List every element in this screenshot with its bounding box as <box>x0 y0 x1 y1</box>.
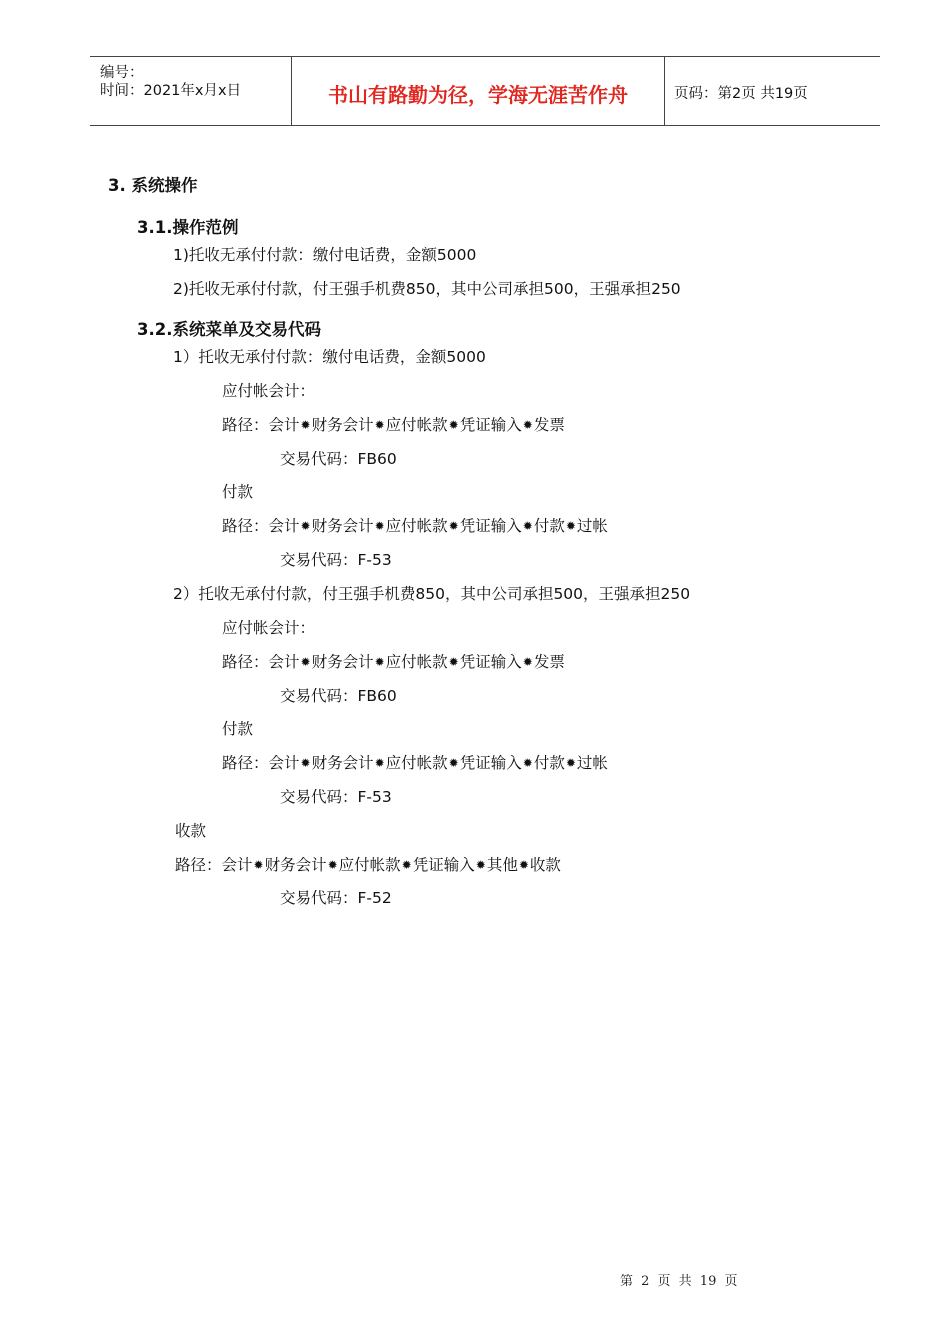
path-segment: 应付帐款 <box>338 856 401 874</box>
path-segment: 财务会计 <box>311 754 374 772</box>
section-heading: 3. 系统操作 <box>108 176 198 195</box>
ex1-title: 1）托收无承付付款：缴付电话费，金额5000 <box>173 348 486 366</box>
path-segment: 凭证输入 <box>412 856 475 874</box>
path-segment: 收款 <box>529 856 561 874</box>
burst-icon: ✹ <box>448 418 459 432</box>
ex2-pay-path <box>222 753 608 773</box>
burst-icon: ✹ <box>300 655 311 669</box>
path-segment: 付款 <box>533 517 565 535</box>
path-segment: 应付帐款 <box>385 754 448 772</box>
header-page-cell <box>665 57 880 125</box>
burst-icon: ✹ <box>374 655 385 669</box>
burst-icon: ✹ <box>522 655 533 669</box>
path-segment: 路径：会计 <box>222 653 300 671</box>
path-segment: 凭证输入 <box>459 653 522 671</box>
burst-icon: ✹ <box>300 519 311 533</box>
receive-path <box>175 855 561 875</box>
burst-icon: ✹ <box>374 418 385 432</box>
path-segment: 发票 <box>533 653 565 671</box>
example-item-2: 2)托收无承付付款，付王强手机费850，其中公司承担500，王强承担250 <box>173 280 681 298</box>
ex2-title: 2）托收无承付付款，付王强手机费850，其中公司承担500，王强承担250 <box>173 585 691 603</box>
path-segment: 过帐 <box>576 754 608 772</box>
path-segment: 路径：会计 <box>222 517 300 535</box>
burst-icon: ✹ <box>300 418 311 432</box>
path-segment: 凭证输入 <box>459 517 522 535</box>
ex1-pay-label: 付款 <box>222 483 254 501</box>
header-motto: 书山有路勤为径，学海无涯苦作舟 <box>328 83 628 107</box>
document-number-label: 编号： <box>100 65 144 81</box>
burst-icon: ✹ <box>522 756 533 770</box>
burst-icon: ✹ <box>475 858 486 872</box>
ex1-ap-path <box>222 415 565 435</box>
header-info-cell <box>90 57 292 125</box>
document-time-label: 时间：2021年x月x日 <box>100 83 242 99</box>
burst-icon: ✹ <box>401 858 412 872</box>
ex2-ap-code: 交易代码：FB60 <box>280 687 397 705</box>
burst-icon: ✹ <box>565 756 576 770</box>
ex1-ap-code: 交易代码：FB60 <box>280 450 397 468</box>
path-segment: 路径：会计 <box>222 754 300 772</box>
path-segment: 应付帐款 <box>385 517 448 535</box>
document-header <box>90 56 880 126</box>
burst-icon: ✹ <box>253 858 264 872</box>
header-motto-cell <box>292 57 665 125</box>
burst-icon: ✹ <box>448 756 459 770</box>
burst-icon: ✹ <box>327 858 338 872</box>
burst-icon: ✹ <box>522 418 533 432</box>
ex1-pay-path <box>222 516 608 536</box>
path-segment: 凭证输入 <box>459 754 522 772</box>
burst-icon: ✹ <box>374 756 385 770</box>
path-segment: 付款 <box>533 754 565 772</box>
ex1-ap-label: 应付帐会计： <box>222 382 316 400</box>
burst-icon: ✹ <box>518 858 529 872</box>
path-segment: 其他 <box>486 856 518 874</box>
ex2-ap-label: 应付帐会计： <box>222 619 316 637</box>
example-item-1: 1)托收无承付付款：缴付电话费，金额5000 <box>173 246 477 264</box>
burst-icon: ✹ <box>448 519 459 533</box>
page-footer: 第 2 页 共 19 页 <box>620 1274 738 1289</box>
receive-label: 收款 <box>175 822 207 840</box>
path-segment: 路径：会计 <box>222 416 300 434</box>
burst-icon: ✹ <box>565 519 576 533</box>
subsection-heading-3-1: 3.1.操作范例 <box>137 218 239 237</box>
burst-icon: ✹ <box>522 519 533 533</box>
path-segment: 财务会计 <box>311 416 374 434</box>
subsection-heading-3-2: 3.2.系统菜单及交易代码 <box>137 320 321 339</box>
burst-icon: ✹ <box>374 519 385 533</box>
path-segment: 应付帐款 <box>385 653 448 671</box>
path-segment: 应付帐款 <box>385 416 448 434</box>
burst-icon: ✹ <box>448 655 459 669</box>
path-segment: 凭证输入 <box>459 416 522 434</box>
receive-code: 交易代码：F-52 <box>280 889 392 907</box>
path-segment: 财务会计 <box>311 653 374 671</box>
burst-icon: ✹ <box>300 756 311 770</box>
header-page-label: 页码：第2页 共19页 <box>674 86 808 102</box>
path-segment: 路径：会计 <box>175 856 253 874</box>
path-segment: 财务会计 <box>264 856 327 874</box>
ex2-pay-code: 交易代码：F-53 <box>280 788 392 806</box>
ex2-ap-path <box>222 652 565 672</box>
path-segment: 财务会计 <box>311 517 374 535</box>
path-segment: 过帐 <box>576 517 608 535</box>
ex2-pay-label: 付款 <box>222 720 254 738</box>
ex1-pay-code: 交易代码：F-53 <box>280 551 392 569</box>
path-segment: 发票 <box>533 416 565 434</box>
